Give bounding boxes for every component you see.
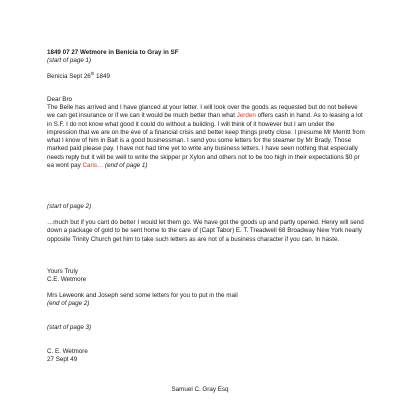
salutation: Dear Bro (47, 96, 73, 103)
dateline-suffix: 1849 (94, 73, 110, 80)
dateline-superscript: th (90, 71, 95, 76)
closing-line-1: Yours Truly (47, 268, 79, 275)
closing-signature: C.E. Wetmore (47, 276, 87, 283)
page-marker-start-3: (start of page 3) (47, 324, 92, 331)
dateline (47, 73, 365, 81)
page-marker-end-2: (end of page 2) (47, 300, 90, 307)
addressee-footer: Samuel C. Gray Esq (171, 386, 229, 394)
postscript: Mrs Leweonk and Joseph send some letters for you to put in the mail (47, 292, 238, 299)
highlighted-name-jerden: Jerden (236, 112, 256, 120)
page-marker-start-2: (start of page 2) (47, 203, 92, 210)
document-title: 1849 07 27 Wetmore in Benicia to Gray in SF (47, 49, 179, 56)
highlighted-name-caris: Caris… (82, 162, 104, 170)
paragraph-1 (47, 104, 365, 170)
page-3-date: 27 Sept 49 (47, 356, 78, 363)
paragraph-2: …much but if you cant do better I would let them go. We have got the goods up and partly opened. Henry will send down a package of gold to be sent home to the care of (Capt Tabor) E. T. Treadwell 68 Broadway New York nearly opposite Trinity Church get him to take such letters as are not of a business character if you can. In haste. (47, 219, 364, 243)
page-marker-end-1: (end of page 1) (105, 162, 148, 170)
page-3-signature: C. E. Wetmore (47, 348, 88, 355)
dateline-prefix: Benicia Sept 26 (47, 73, 91, 80)
paragraph-1-text-b: offers cash in hand. As to leasing a lot in S.F. I do not know what good it could do without a building. I will think of it however but I am under the impression that we are on the eve of a financial crisis and better keep things pretty close. I presume Mr Merritt from what I know of him in Balt is a good businessman. I send you some letters for the steamer by Mr Brady. Those marked paid please pay. I have not had time yet to write any business letters. I have seen nothing that especially needs reply but it will be well to write the skipper pr Xylon and others not to be too high in their expectations $0 pr ea wont pay (47, 112, 365, 170)
page-marker-start-1: (start of page 1) (47, 57, 92, 64)
paragraph-1-text-a: The Belle has arrived and I have glanced at your letter. I will look over the goods as requested but do not believe we can get insurance or if we can it would be much better than what (47, 104, 358, 120)
